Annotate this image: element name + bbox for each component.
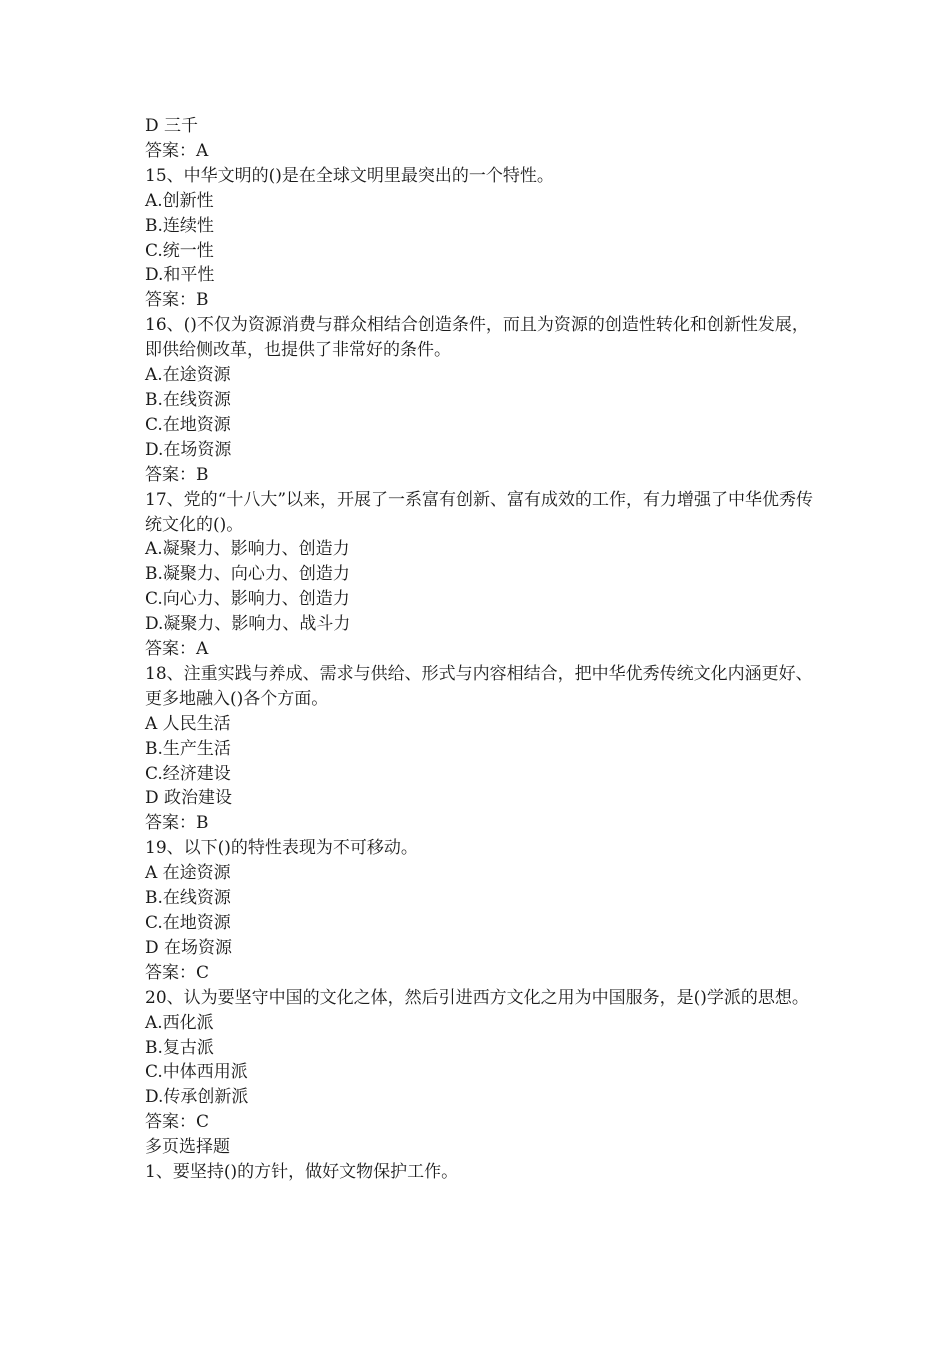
option-d: D.凝聚力、影响力、战斗力 xyxy=(145,614,351,635)
option-c: C.统一性 xyxy=(145,240,214,261)
option-d: D 政治建设 xyxy=(145,788,233,809)
option-a: A 人民生活 xyxy=(145,713,231,734)
option-c: C.在地资源 xyxy=(145,414,231,435)
option-c: C.中体西用派 xyxy=(145,1062,248,1083)
answer-line: 答案：B xyxy=(145,290,209,311)
option-d: D.和平性 xyxy=(145,265,215,286)
question-18 xyxy=(145,662,815,836)
option-a: A.凝聚力、影响力、创造力 xyxy=(145,539,350,560)
question-16 xyxy=(145,313,815,487)
answer-line: 答案：C xyxy=(145,1112,210,1133)
question-19 xyxy=(145,836,815,985)
option-b: B.连续性 xyxy=(145,215,214,236)
answer-line: 答案：A xyxy=(145,639,209,660)
option-b: B.凝聚力、向心力、创造力 xyxy=(145,564,350,585)
question-stem: 18、注重实践与养成、需求与供给、形式与内容相结合，把中华优秀传统文化内涵更好、更多地融入()各个方面。 xyxy=(145,663,813,709)
question-stem: 16、()不仅为资源消费与群众相结合创造条件，而且为资源的创造性转化和创新性发展，即供给侧改革，也提供了非常好的条件。 xyxy=(145,315,809,361)
section-title: 多页选择题 xyxy=(145,1137,230,1158)
option-b: B.生产生活 xyxy=(145,738,231,759)
question-20 xyxy=(145,986,815,1135)
option-a: A.在途资源 xyxy=(145,365,231,386)
option-d: D.在场资源 xyxy=(145,439,232,460)
option-d: D 在场资源 xyxy=(145,937,233,958)
question-stem: 20、认为要坚守中国的文化之体，然后引进西方文化之用为中国服务，是()学派的思想。 xyxy=(145,987,809,1008)
option-d: D.传承创新派 xyxy=(145,1087,249,1108)
question-stem: 1、要坚持()的方针，做好文物保护工作。 xyxy=(145,1162,459,1183)
question-stem: 17、党的“十八大”以来，开展了一系富有创新、富有成效的工作，有力增强了中华优秀传统文化的()。 xyxy=(145,489,814,535)
answer-line: 答案：B xyxy=(145,813,209,834)
option-a: A.西化派 xyxy=(145,1012,214,1033)
option-a: A.创新性 xyxy=(145,190,214,211)
option-a: A 在途资源 xyxy=(145,863,231,884)
answer-line: 答案：B xyxy=(145,464,209,485)
document-page xyxy=(145,114,815,1185)
question-stem: 15、中华文明的()是在全球文明里最突出的一个特性。 xyxy=(145,165,554,186)
option-c: C.在地资源 xyxy=(145,913,231,933)
question-stem: 19、以下()的特性表现为不可移动。 xyxy=(145,838,418,859)
answer-line: 答案：A xyxy=(145,140,209,161)
question-17 xyxy=(145,488,815,662)
question-15 xyxy=(145,164,815,313)
option-d: D 三千 xyxy=(145,116,199,136)
option-b: B.在线资源 xyxy=(145,389,231,410)
option-b: B.复古派 xyxy=(145,1037,214,1058)
option-b: B.在线资源 xyxy=(145,888,231,909)
answer-line: 答案：C xyxy=(145,962,210,983)
option-c: C.向心力、影响力、创造力 xyxy=(145,589,350,610)
option-c: C.经济建设 xyxy=(145,763,231,784)
